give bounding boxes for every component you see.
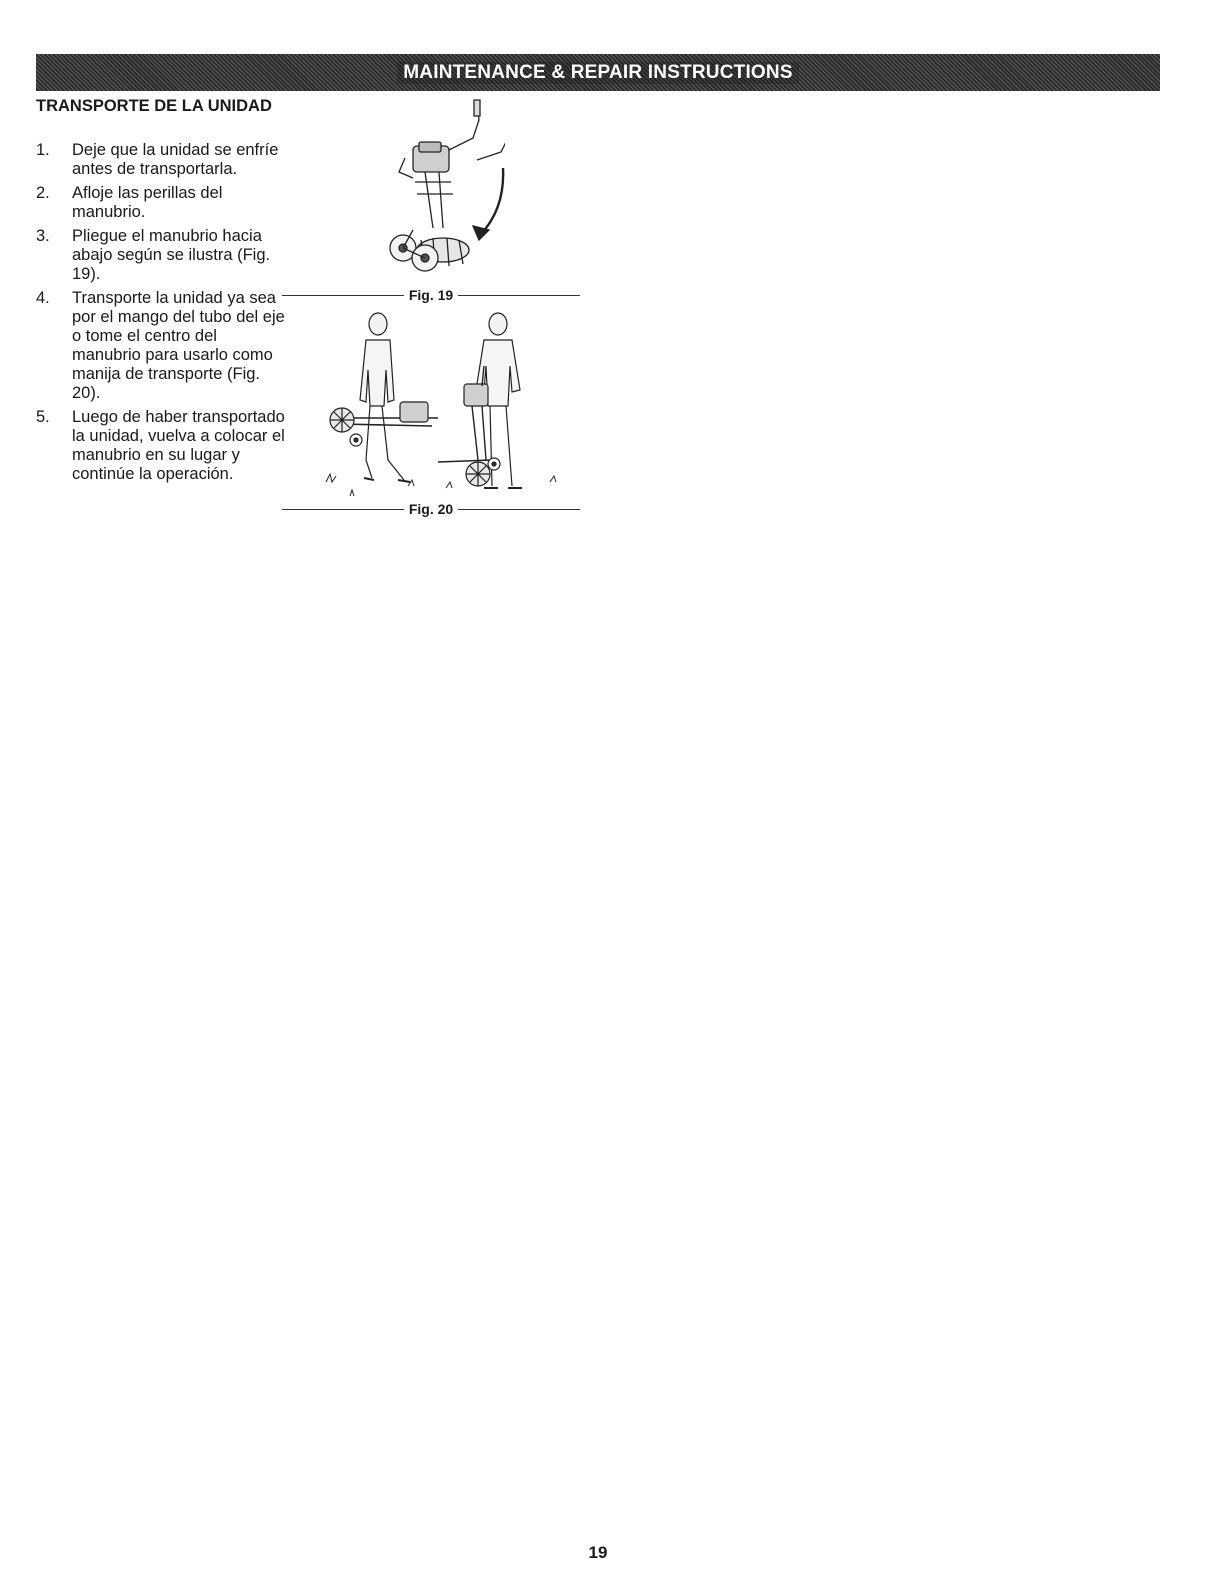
caption-rule <box>282 295 404 296</box>
step-item <box>36 408 286 484</box>
step-item <box>36 227 286 284</box>
page-number: 19 <box>588 1543 608 1562</box>
steps-list <box>36 141 286 489</box>
step-item <box>36 184 286 222</box>
step-item <box>36 141 286 179</box>
step-number: 5. <box>36 408 50 426</box>
section-banner <box>36 54 1160 91</box>
figure-20-illustration <box>322 310 562 500</box>
step-number: 2. <box>36 184 50 202</box>
section-heading: TRANSPORTE DE LA UNIDAD <box>36 97 272 115</box>
caption-rule <box>282 509 404 510</box>
step-text: Transporte la unidad ya sea por el mango del tubo del eje o tome el centro del manubrio para usarlo como manija de transporte (Fig. 20). <box>72 289 285 402</box>
figure-20-caption <box>282 501 580 517</box>
caption-rule <box>458 509 580 510</box>
step-number: 3. <box>36 227 50 245</box>
step-text: Afloje las perillas del manubrio. <box>72 184 223 221</box>
step-number: 4. <box>36 289 50 307</box>
figure-19-illustration <box>355 98 505 284</box>
banner-title: MAINTENANCE & REPAIR INSTRUCTIONS <box>397 62 798 84</box>
step-text: Luego de haber transportado la unidad, vuelva a colocar el manubrio en su lugar y continúe la operación. <box>72 408 285 483</box>
step-item <box>36 289 286 403</box>
step-text: Deje que la unidad se enfríe antes de transportarla. <box>72 141 279 178</box>
step-text: Pliegue el manubrio hacia abajo según se ilustra (Fig. 19). <box>72 227 271 283</box>
figure-19-caption <box>282 287 580 303</box>
figure-20-label: Fig. 20 <box>408 501 454 517</box>
step-number: 1. <box>36 141 50 159</box>
caption-rule <box>458 295 580 296</box>
figure-19-label: Fig. 19 <box>408 287 454 303</box>
